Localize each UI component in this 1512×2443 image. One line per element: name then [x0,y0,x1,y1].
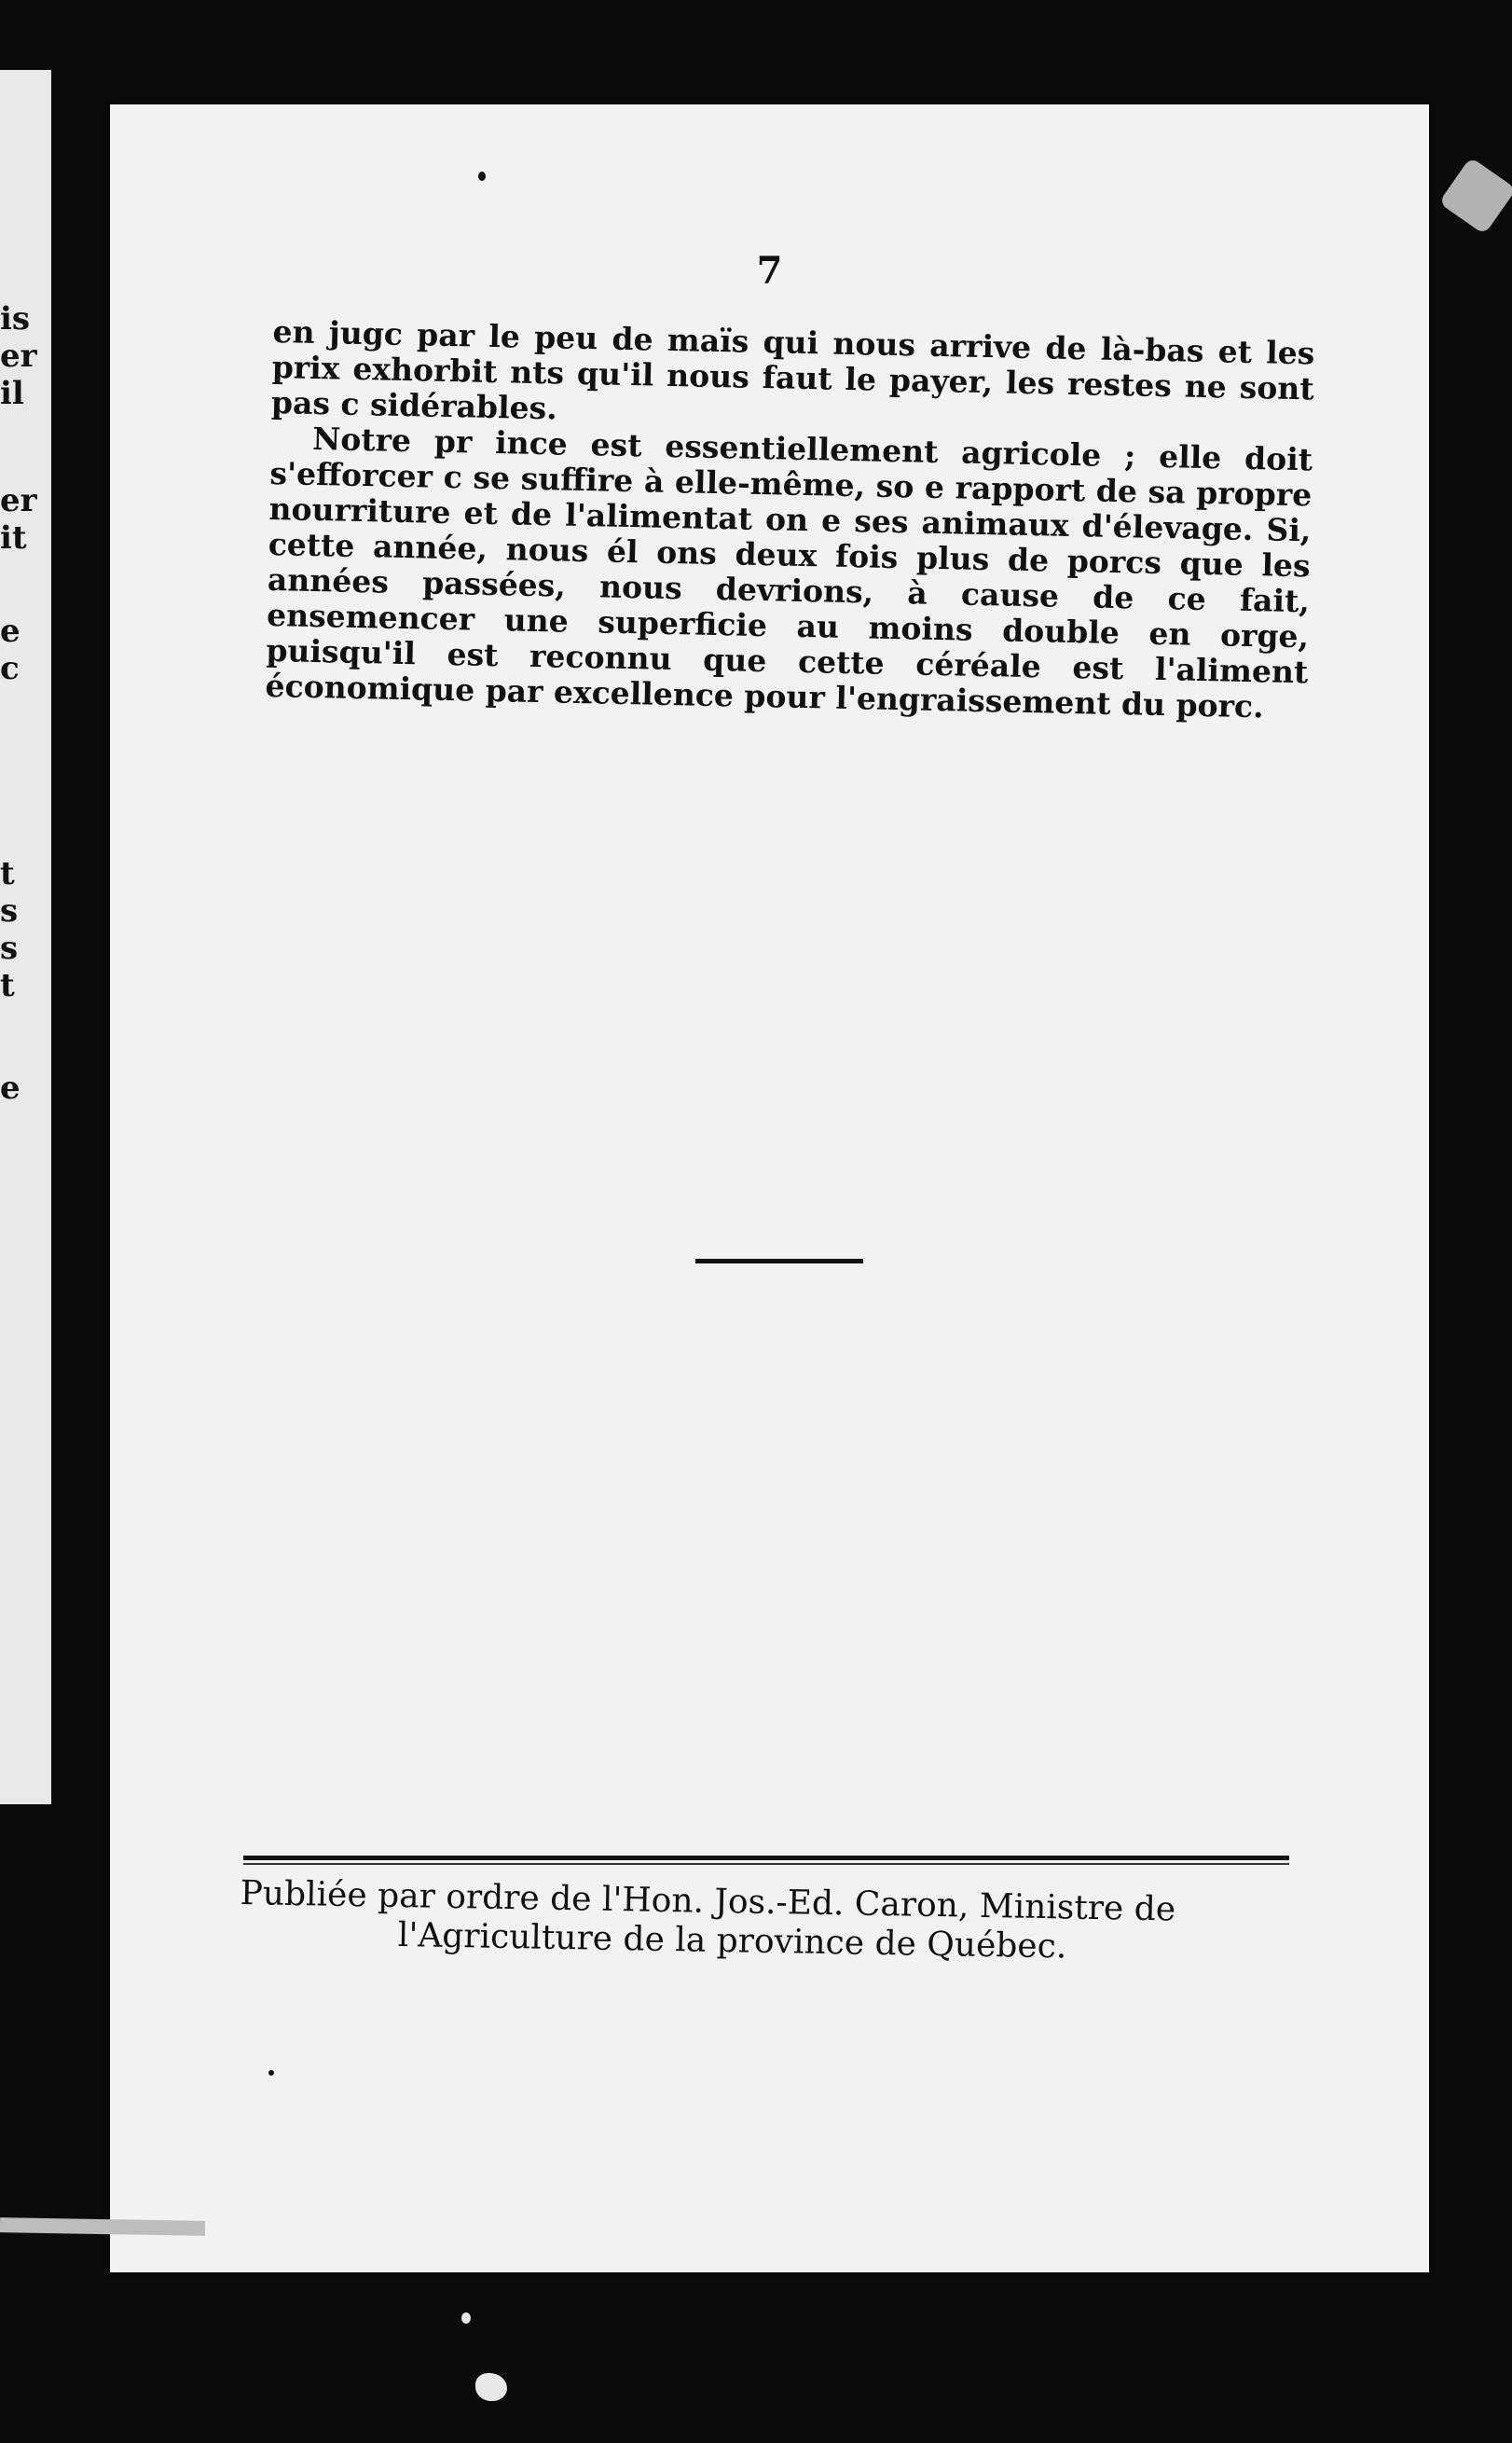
document-page [110,104,1429,2272]
previous-page-fragment: e [0,613,21,650]
publication-note [240,1874,1303,1971]
previous-page-fragment: er [0,338,37,375]
previous-page-fragment: il [0,375,24,412]
previous-page-fragment: c [0,650,20,687]
paragraph-1: en jugc par le peu de maïs qui nous arrive de là-bas et les prix exhorbit nts qu'il nous faut le payer, les restes ne sont pas c sidérables. [270,313,1315,427]
previous-page-edge [0,70,51,1804]
previous-page-fragment: is [0,300,31,338]
footer-rule [243,1856,1289,1860]
body-text [265,314,1315,725]
scan-artifact-band [0,2217,205,2236]
publication-note-line-1: Publiée par ordre de l'Hon. Jos.-Ed. Caron, Ministre de [240,1874,1176,1929]
publication-note-line-2: l'Agriculture de la province de Québec. [397,1915,1067,1967]
paragraph-2: Notre pr ince est essentiellement agricole ; elle doit s'efforcer c se suffire à elle-même, so e rapport de sa propre nourriture et de l'alimentat on e ses animaux d'élevage. Si, cette année, nous él ons deux fois plus de porcs que les années passées, nous devrions, à cause de ce fait, ensemencer une superficie au moins double en orge, puisqu'il est reconnu que cette céréale est l'aliment économique par excellence pour l'engraissement du porc. [265,420,1313,725]
previous-page-fragment: t [0,967,15,1004]
footer-rule-thin [243,1863,1289,1865]
previous-page-fragment: s [0,930,19,967]
page-number: 7 [756,249,783,293]
ink-speck [268,2070,274,2076]
scan-artifact-dot [461,2312,471,2324]
previous-page-fragment: er [0,482,37,519]
previous-page-fragment: t [0,855,15,892]
previous-page-fragment: e [0,1070,21,1107]
ink-speck [478,172,486,181]
previous-page-fragment: s [0,892,19,930]
scan-glare [1438,157,1512,235]
section-divider [695,1259,863,1263]
scan-artifact-mark [475,2373,507,2401]
previous-page-fragment: it [0,519,27,557]
